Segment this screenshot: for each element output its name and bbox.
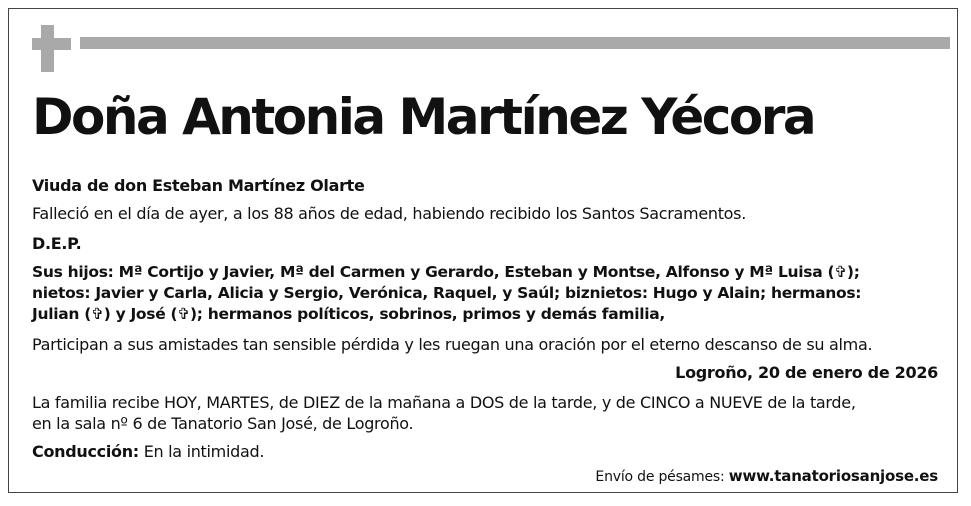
widow-line: Viuda de don Esteban Martínez Olarte	[32, 176, 365, 195]
announcement-line: Participan a sus amistades tan sensible pérdida y les ruegan una oración por el eterno descanso de su alma.	[32, 335, 873, 354]
visitation-line-1: La familia recibe HOY, MARTES, de DIEZ de la mañana a DOS de la tarde, y de CINCO a NUEVE de la tarde,	[32, 393, 856, 412]
condolences-line	[595, 467, 938, 485]
conduction-line	[32, 442, 264, 461]
conduction-label: Conducción:	[32, 442, 139, 461]
condolences-label: Envío de pésames:	[595, 469, 725, 485]
visitation-block	[32, 392, 856, 434]
family-line-2: nietos: Javier y Carla, Alicia y Sergio, Verónica, Raquel, y Saúl; biznietos: Hugo y Alain; hermanos:	[32, 284, 862, 302]
family-line-3: Julian (✞) y José (✞); hermanos políticos, sobrinos, primos y demás familia,	[32, 305, 665, 323]
dep-line: D.E.P.	[32, 234, 82, 253]
family-line-1: Sus hijos: Mª Cortijo y Javier, Mª del Carmen y Gerardo, Esteban y Montse, Alfonso y Mª Luisa (✞);	[32, 263, 860, 281]
visitation-line-2: en la sala nº 6 de Tanatorio San José, de Logroño.	[32, 414, 414, 433]
place-date: Logroño, 20 de enero de 2026	[675, 363, 938, 382]
family-block	[32, 262, 861, 325]
death-line: Falleció en el día de ayer, a los 88 años de edad, habiendo recibido los Santos Sacramentos.	[32, 204, 746, 223]
deceased-name: Doña Antonia Martínez Yécora	[32, 88, 815, 146]
condolences-url[interactable]: www.tanatoriosanjose.es	[728, 467, 938, 485]
header-rule	[80, 37, 950, 49]
conduction-value: En la intimidad.	[143, 442, 265, 461]
